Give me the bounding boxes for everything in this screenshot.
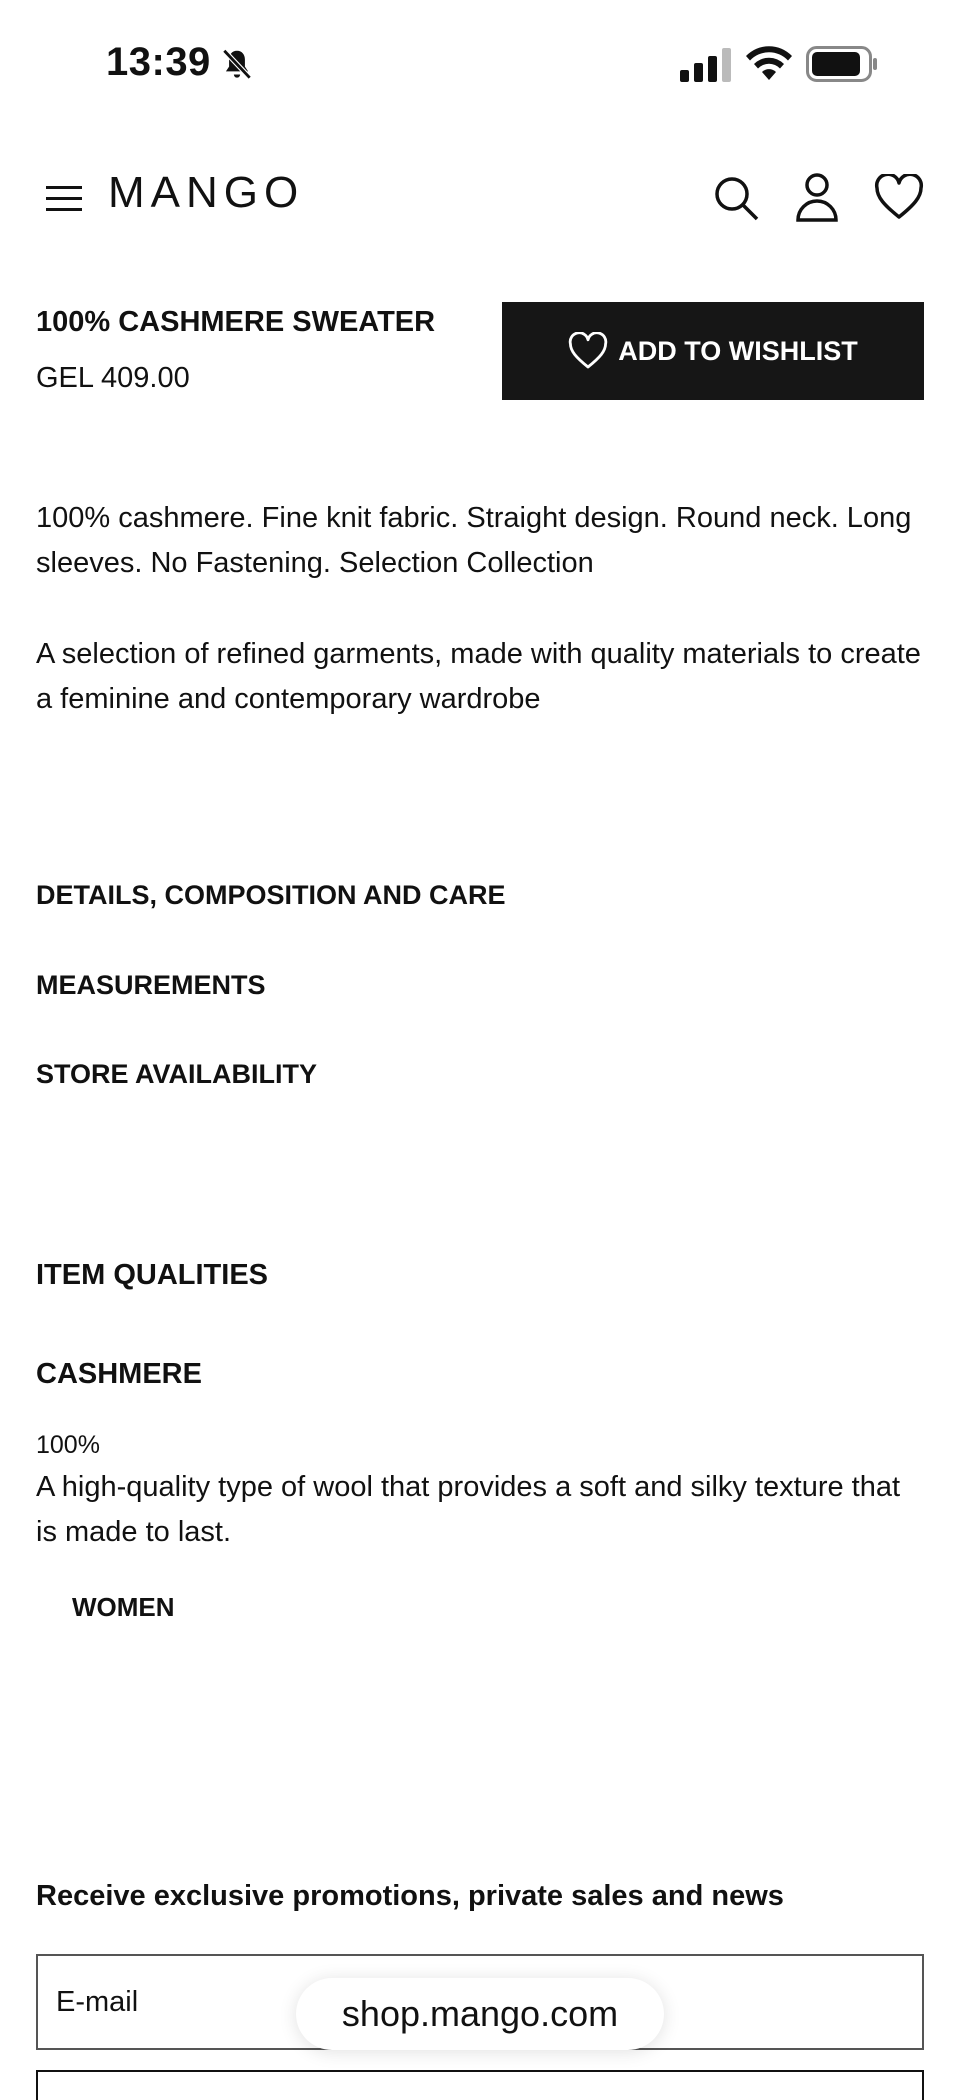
user-icon[interactable] <box>794 172 840 222</box>
details-composition-care-link[interactable]: DETAILS, COMPOSITION AND CARE <box>36 880 506 910</box>
wishlist-heart-icon[interactable] <box>874 174 924 220</box>
add-to-wishlist-button[interactable] <box>502 302 924 400</box>
product-title: 100% CASHMERE SWEATER <box>36 306 436 338</box>
menu-icon[interactable] <box>44 182 86 216</box>
collection-description: A selection of refined garments, made with quality materials to create a feminine and contemporary wardrobe <box>36 638 921 715</box>
wifi-icon <box>745 44 793 82</box>
status-time: 13:39 <box>106 40 211 84</box>
store-availability-link[interactable]: STORE AVAILABILITY <box>36 1059 318 1089</box>
browser-url-bar[interactable]: shop.mango.com <box>296 1978 664 2050</box>
heart-outline-icon <box>568 332 608 370</box>
search-icon[interactable] <box>712 174 760 222</box>
women-link[interactable]: WOMEN <box>72 1592 175 1622</box>
measurements-link[interactable]: MEASUREMENTS <box>36 970 266 1000</box>
battery-icon <box>806 46 878 82</box>
material-percent: 100% <box>36 1431 100 1459</box>
item-qualities-title: ITEM QUALITIES <box>36 1259 268 1291</box>
material-description: A high-quality type of wool that provides a soft and silky texture that is made to last. <box>36 1471 901 1548</box>
material-title: CASHMERE <box>36 1358 202 1390</box>
signal-icon <box>680 48 732 82</box>
mango-logo[interactable]: MANGO <box>108 168 305 217</box>
newsletter-title: Receive exclusive promotions, private sales and news <box>36 1880 784 1912</box>
product-description: 100% cashmere. Fine knit fabric. Straight design. Round neck. Long sleeves. No Fastening. Selection Collection <box>36 502 912 579</box>
product-price: GEL 409.00 <box>36 362 190 394</box>
add-to-wishlist-label: ADD TO WISHLIST <box>618 335 858 366</box>
newsletter-next-element <box>36 2070 924 2100</box>
bell-muted-icon <box>218 46 256 84</box>
